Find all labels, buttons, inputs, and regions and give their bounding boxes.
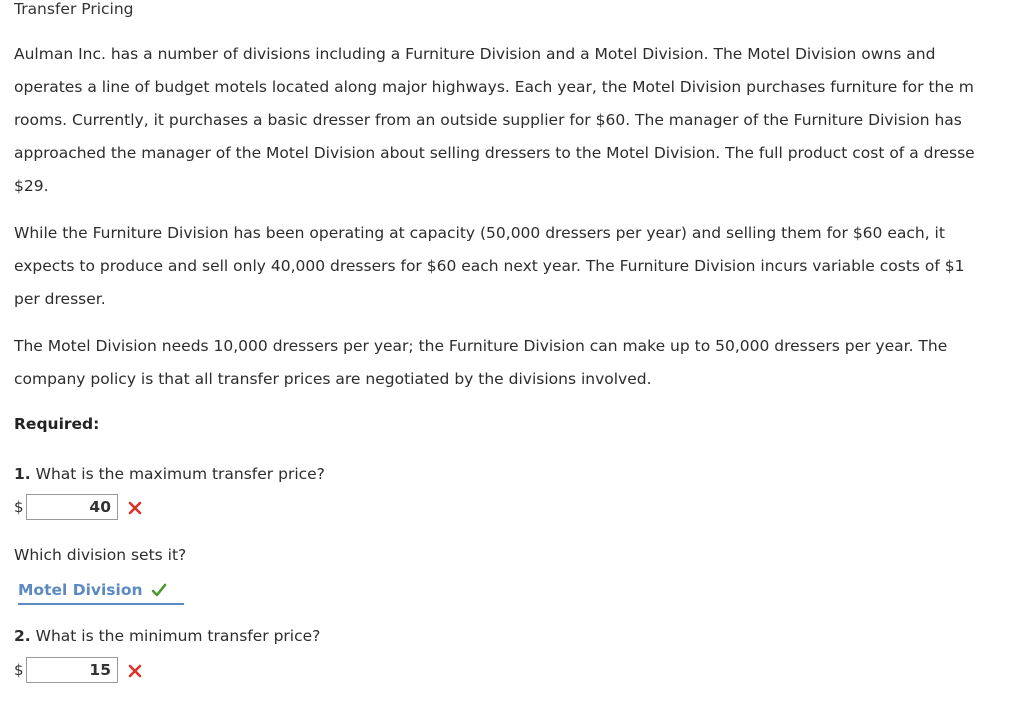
paragraph-intro: [14, 38, 975, 203]
required-heading: Required:: [14, 415, 100, 433]
incorrect-x-icon: [128, 500, 142, 514]
paragraph-line: approached the manager of the Motel Division about selling dressers to the Motel Division. The full product cost of a dresse: [14, 144, 975, 162]
question-number: 2.: [14, 627, 31, 645]
paragraph-line: company policy is that all transfer prices are negotiated by the divisions involved.: [14, 370, 652, 388]
question-2: [14, 627, 320, 645]
division-select[interactable]: [18, 577, 184, 605]
question-1b: Which division sets it?: [14, 546, 187, 564]
paragraph-line: The Motel Division needs 10,000 dressers per year; the Furniture Division can make up to 50,000 dressers per year. The: [14, 337, 948, 355]
currency-symbol: $: [14, 498, 24, 516]
page-title: Transfer Pricing: [14, 0, 134, 18]
question-1: [14, 465, 325, 483]
answer-row-1: [14, 492, 142, 522]
paragraph-line: per dresser.: [14, 290, 106, 308]
max-transfer-price-input[interactable]: [26, 494, 118, 520]
correct-check-icon: [151, 582, 167, 598]
question-text: What is the minimum transfer price?: [30, 627, 321, 645]
min-transfer-price-input[interactable]: [26, 657, 118, 683]
answer-row-2: [14, 655, 142, 685]
paragraph-line: rooms. Currently, it purchases a basic dresser from an outside supplier for $60. The manager of the Furniture Division has: [14, 111, 962, 129]
paragraph-policy: [14, 330, 947, 396]
paragraph-line: $29.: [14, 177, 49, 195]
question-text: What is the maximum transfer price?: [30, 465, 325, 483]
division-select-value: Motel Division: [18, 581, 143, 599]
paragraph-capacity: [14, 217, 965, 316]
paragraph-line: While the Furniture Division has been operating at capacity (50,000 dressers per year) and selling them for $60 each, it: [14, 224, 945, 242]
currency-symbol: $: [14, 661, 24, 679]
question-number: 1.: [14, 465, 31, 483]
paragraph-line: Aulman Inc. has a number of divisions including a Furniture Division and a Motel Division. The Motel Division owns and: [14, 45, 936, 63]
paragraph-line: expects to produce and sell only 40,000 dressers for $60 each next year. The Furniture Division incurs variable costs of $1: [14, 257, 965, 275]
incorrect-x-icon: [128, 663, 142, 677]
paragraph-line: operates a line of budget motels located along major highways. Each year, the Motel Division purchases furniture for the m: [14, 78, 974, 96]
